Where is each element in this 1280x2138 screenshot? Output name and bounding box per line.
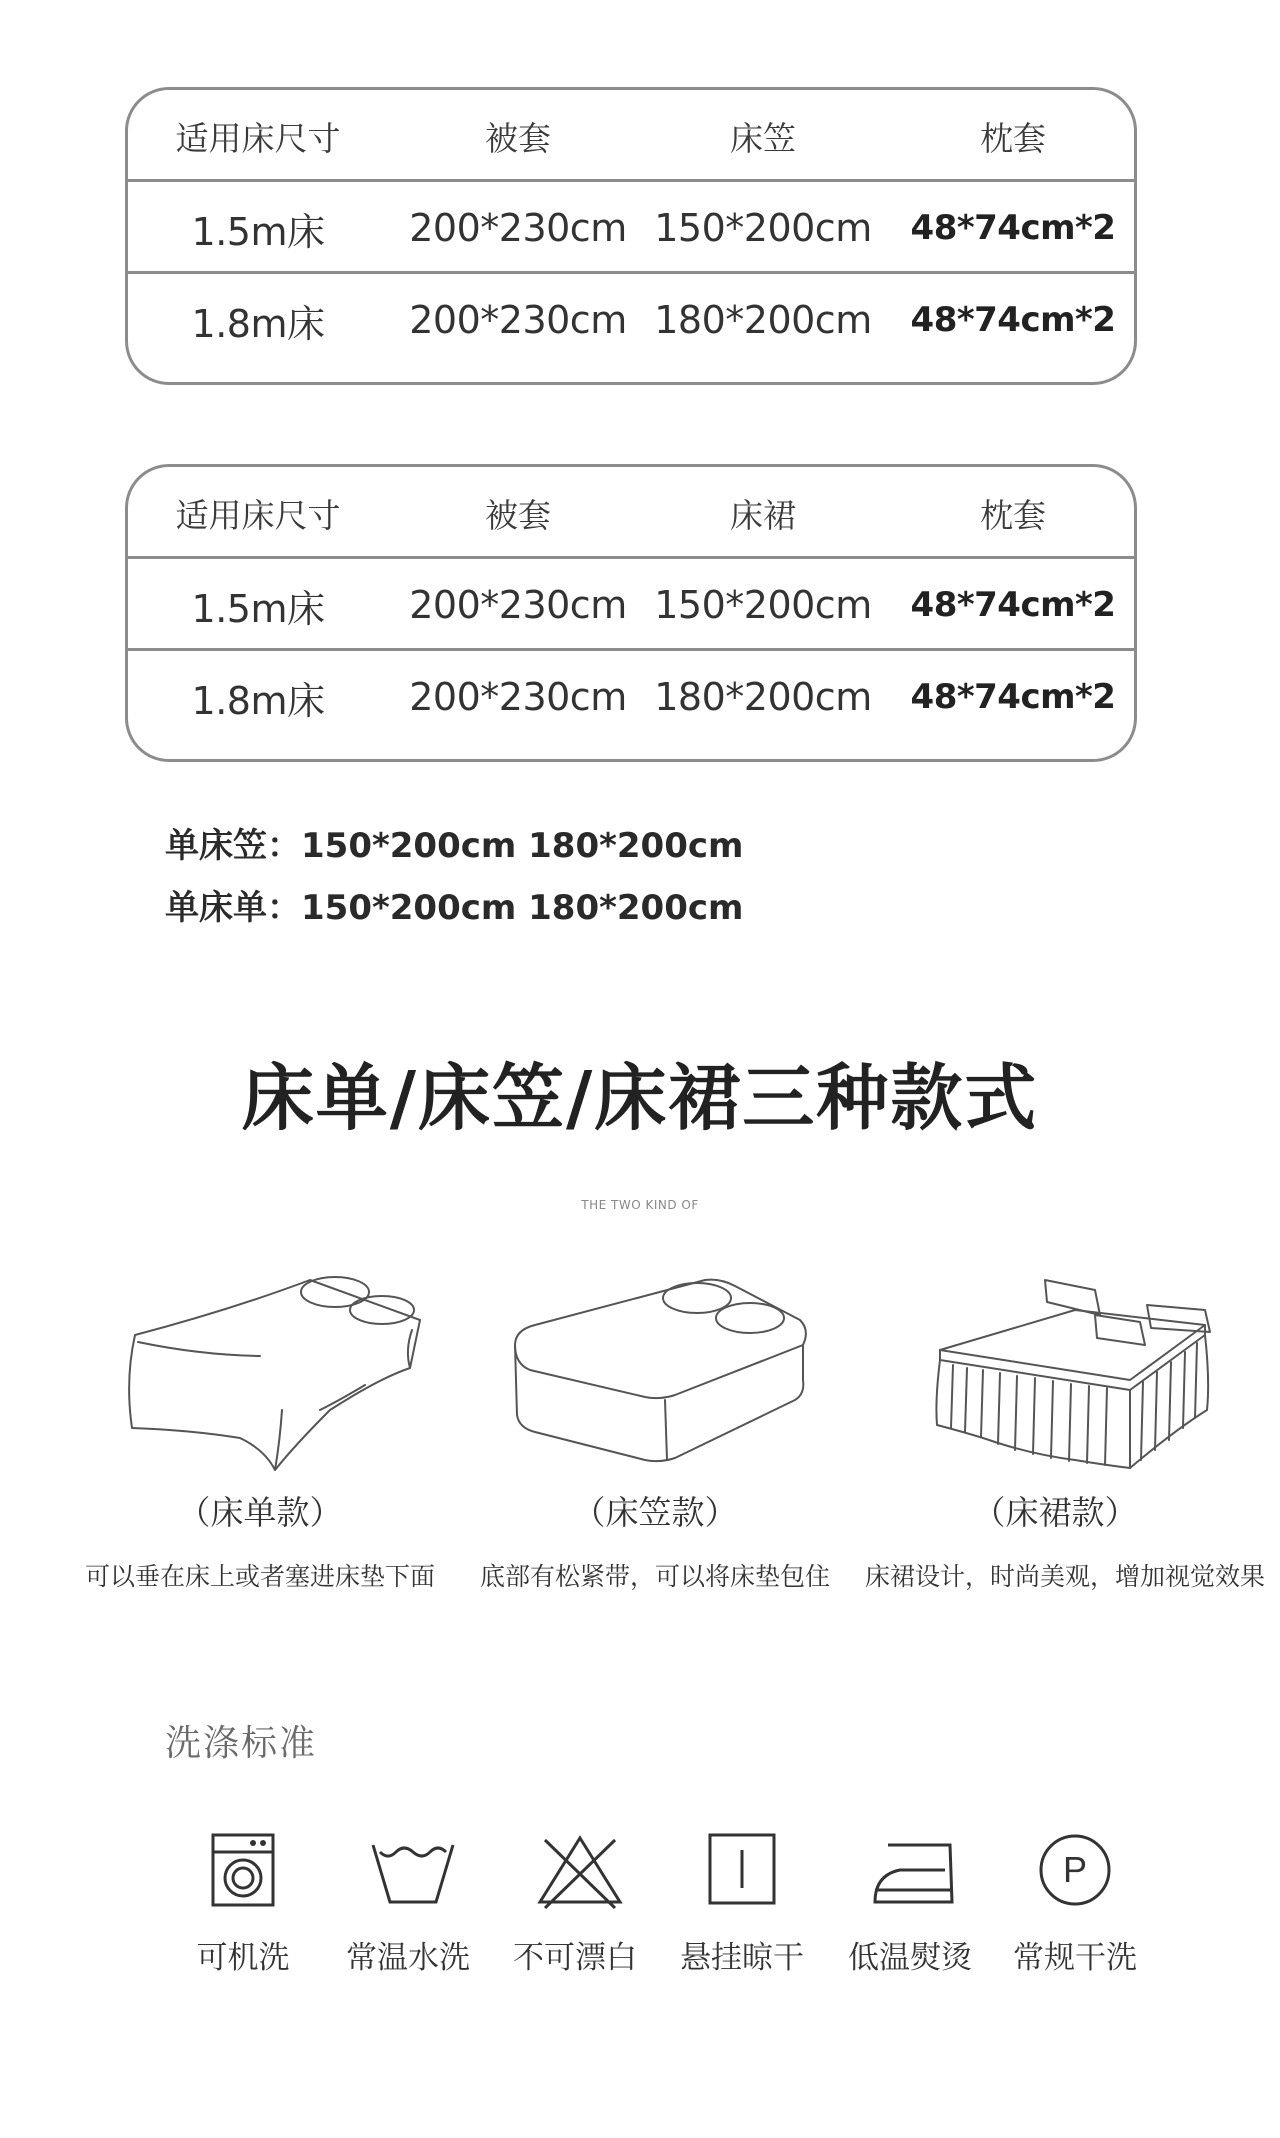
wash-item-normal-wash [333,1830,483,1980]
wash-item-line-dry [667,1830,817,1980]
table-header-row [128,467,1134,559]
header-duvet-cover: 被套 [485,495,551,535]
svg-text:P: P [1062,1849,1088,1890]
cell-fitted-sheet: 180*200cm [654,298,872,342]
cell-duvet-cover: 200*230cm [409,675,627,719]
dry-clean-p-icon [1035,1830,1115,1910]
wash-label: 悬挂晾干 [680,1940,804,1976]
header-pillowcase: 枕套 [980,118,1046,158]
wash-item-dry-clean [1000,1830,1150,1980]
cell-fitted-sheet: 150*200cm [654,206,872,250]
style-item-fitted-sheet [475,1260,835,1620]
cell-pillowcase: 48*74cm*2 [910,208,1116,248]
cell-bed-size: 1.8m床 [191,678,325,723]
cell-bed-size: 1.5m床 [191,209,325,254]
wash-label: 低温熨烫 [848,1940,972,1976]
table-header-row [128,90,1134,182]
cell-pillowcase: 48*74cm*2 [910,300,1116,340]
wash-label: 常规干洗 [1013,1940,1137,1976]
header-fitted-sheet: 床笠 [730,118,796,158]
wash-tub-icon [368,1830,458,1910]
style-desc: 底部有松紧带，可以将床垫包住 [479,1562,830,1591]
wash-label: 不可漂白 [513,1940,637,1976]
header-duvet-cover: 被套 [485,118,551,158]
header-bed-size: 适用床尺寸 [175,495,341,535]
no-bleach-icon [535,1830,625,1910]
size-table-skirt [125,464,1137,762]
table-row [128,651,1134,743]
table-row [128,182,1134,274]
style-name: （床单款） [177,1493,343,1532]
low-iron-icon [870,1830,960,1910]
table-row [128,559,1134,651]
header-bed-size: 适用床尺寸 [175,118,341,158]
header-bed-skirt: 床裙 [730,495,796,535]
header-pillowcase: 枕套 [980,495,1046,535]
cell-pillowcase: 48*74cm*2 [910,677,1116,717]
cell-pillowcase: 48*74cm*2 [910,585,1116,625]
cell-bed-size: 1.8m床 [191,301,325,346]
cell-bed-size: 1.5m床 [191,586,325,631]
cell-duvet-cover: 200*230cm [409,583,627,627]
style-name: （床笠款） [572,1493,738,1532]
style-desc: 床裙设计，时尚美观，增加视觉效果 [865,1562,1266,1591]
cell-bed-skirt: 180*200cm [654,675,872,719]
style-item-flat-sheet [80,1260,440,1620]
wash-item-machine-wash [168,1830,318,1980]
wash-title: 洗涤标准 [165,1723,318,1764]
style-item-bed-skirt [865,1260,1266,1620]
cell-duvet-cover: 200*230cm [409,206,627,250]
line-dry-icon [702,1830,782,1910]
single-fitted-sheet-sizes: 单床笠：150*200cm 180*200cm [165,826,744,866]
cell-duvet-cover: 200*230cm [409,298,627,342]
flat-sheet-bed-icon [80,1260,440,1480]
single-flat-sheet-sizes: 单床单：150*200cm 180*200cm [165,888,744,928]
styles-title: 床单/床笠/床裙三种款式 [241,1056,1039,1140]
styles-subtitle: THE TWO KIND OF [581,1198,699,1212]
style-desc: 可以垂在床上或者塞进床垫下面 [84,1562,435,1591]
style-name: （床裙款） [972,1493,1138,1532]
wash-item-low-iron [835,1830,985,1980]
size-table-fitted [125,87,1137,385]
fitted-sheet-bed-icon [475,1260,835,1480]
wash-item-no-bleach [500,1830,650,1980]
wash-label: 常温水洗 [346,1940,470,1976]
bed-skirt-bed-icon [875,1260,1235,1490]
table-row [128,274,1134,366]
cell-bed-skirt: 150*200cm [654,583,872,627]
wash-label: 可机洗 [196,1940,290,1976]
washing-machine-icon [203,1830,283,1910]
